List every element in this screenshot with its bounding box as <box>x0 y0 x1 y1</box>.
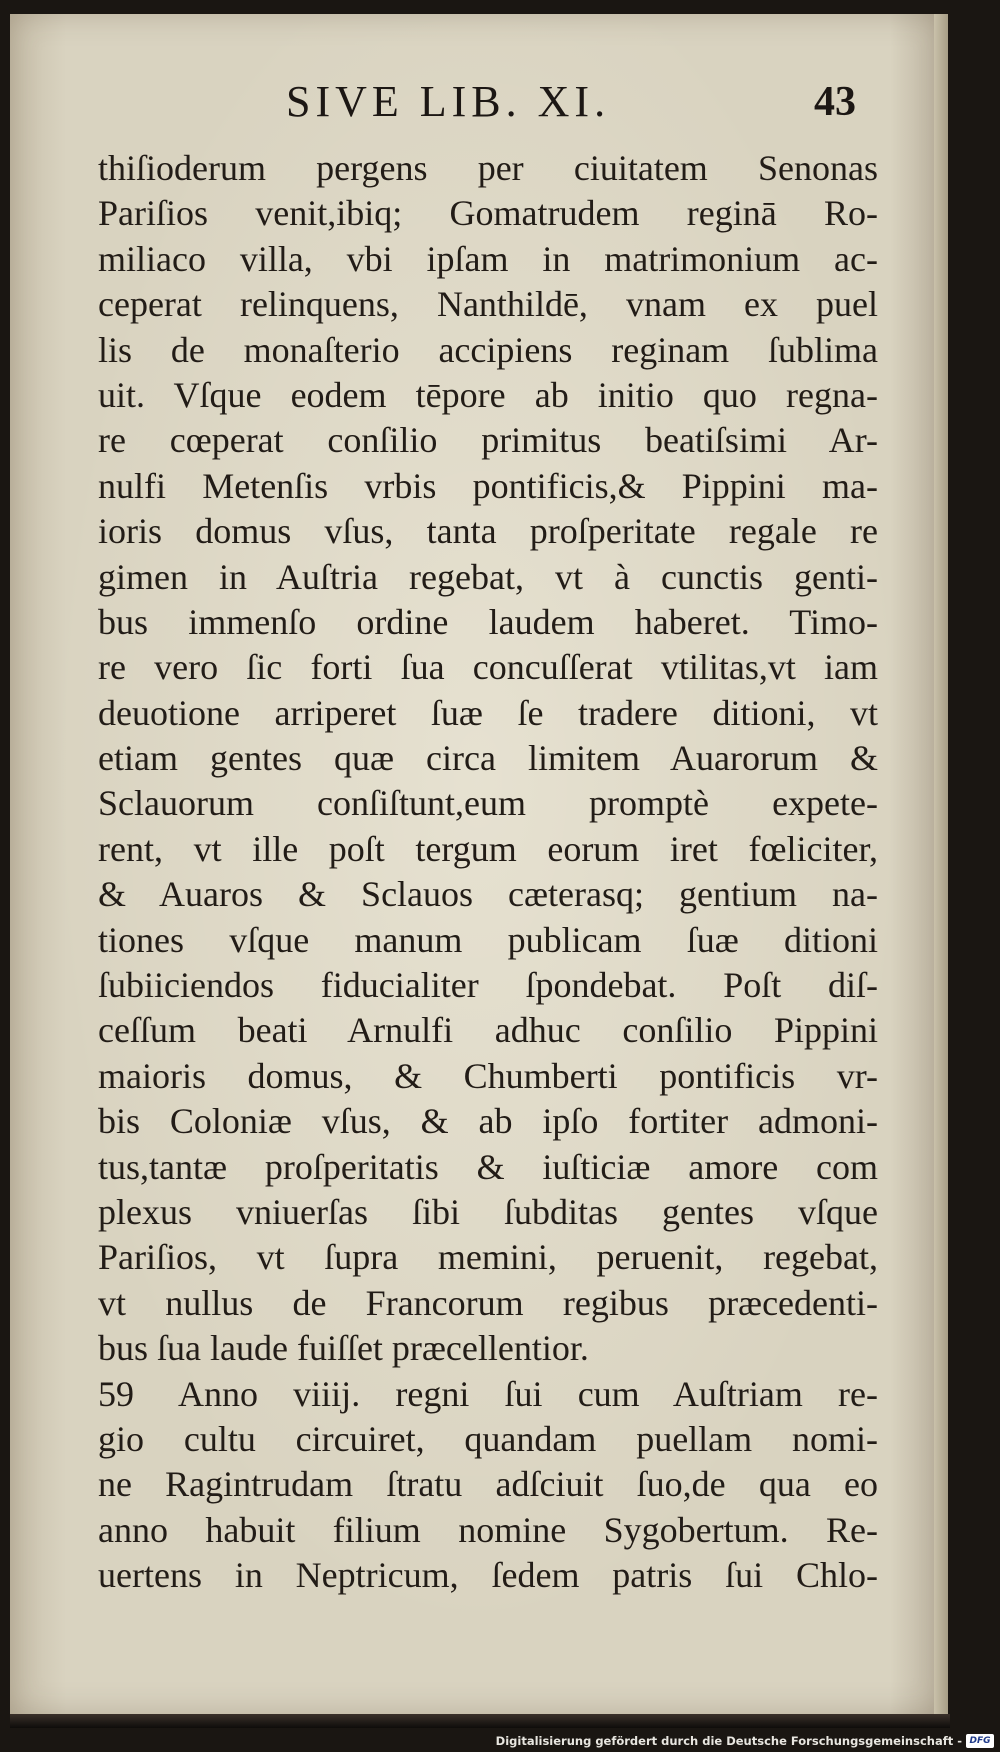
paragraph-number: 59 <box>98 1373 134 1414</box>
text-line: nulfi Metenſis vrbis pontificis,& Pippini ma- <box>98 465 878 506</box>
running-head <box>10 76 946 146</box>
page-number: 43 <box>814 79 856 125</box>
dfg-logo-icon: DFG <box>966 1734 994 1748</box>
text-line: & Auaros & Sclauos cæterasq; gentium na- <box>98 874 878 915</box>
text-line: thiſioderum pergens per ciuitatem Senonas <box>98 148 878 188</box>
text-line: lis de monaſterio accipiens reginam ſublima <box>98 329 878 370</box>
text-line: Sclauorum conſiſtunt,eum promptè expete- <box>98 783 878 824</box>
text-line: Pariſios, vt ſupra memini, peruenit, regebat, <box>98 1237 878 1278</box>
paragraph-opening-text: Anno viiij. regni ſui cum Auſtriam re- <box>178 1373 878 1414</box>
text-line: uertens in Neptricum, ſedem patris ſui Chlo- <box>98 1555 878 1596</box>
page-edge <box>934 14 948 1714</box>
text-line: maioris domus, & Chumberti pontificis vr- <box>98 1055 878 1096</box>
paragraph-first-line <box>98 1372 878 1417</box>
page-bottom-shadow <box>10 1714 950 1728</box>
text-line: miliaco villa, vbi ipſam in matrimonium ac- <box>98 238 878 279</box>
body-text <box>98 146 878 1599</box>
text-line: anno habuit filium nomine Sygobertum. Re- <box>98 1509 878 1550</box>
text-line: ne Ragintrudam ſtratu adſciuit ſuo,de qua eo <box>98 1464 878 1505</box>
text-line: re cœperat conſilio primitus beatiſsimi Ar- <box>98 420 878 461</box>
text-line: deuotione arriperet ſuæ ſe tradere ditioni, vt <box>98 692 878 733</box>
text-line: rent, vt ille poſt tergum eorum iret fœliciter, <box>98 828 878 869</box>
text-line: uit. Vſque eodem tēpore ab initio quo regna- <box>98 374 878 415</box>
text-line: ſubiiciendos fiducialiter ſpondebat. Poſt diſ- <box>98 965 878 1006</box>
book-page <box>10 14 948 1714</box>
text-line: etiam gentes quæ circa limitem Auarorum & <box>98 738 878 779</box>
text-line: ioris domus vſus, tanta proſperitate regale re <box>98 511 878 552</box>
text-line: ceperat relinquens, Nanthildē, vnam ex puel <box>98 284 878 325</box>
credit-text: Digitalisierung gefördert durch die Deutsche Forschungsgemeinschaft - <box>495 1734 962 1748</box>
text-line: vt nullus de Francorum regibus præcedenti- <box>98 1282 878 1323</box>
text-line: gio cultu circuiret, quandam puellam nomi- <box>98 1418 878 1459</box>
text-line: plexus vniuerſas ſibi ſubditas gentes vſque <box>98 1191 878 1232</box>
running-head-title: SIVE LIB. XI. <box>286 77 611 126</box>
text-line: bis Coloniæ vſus, & ab ipſo fortiter admoni- <box>98 1101 878 1142</box>
text-line: bus immenſo ordine laudem haberet. Timo- <box>98 601 878 642</box>
text-line: tiones vſque manum publicam ſuæ ditioni <box>98 919 878 960</box>
text-line: bus ſua laude fuiſſet præcellentior. <box>98 1328 589 1369</box>
text-line: ceſſum beati Arnulfi adhuc conſilio Pippini <box>98 1010 878 1051</box>
digitization-credit <box>496 1734 994 1748</box>
text-line: gimen in Auſtria regebat, vt à cunctis genti- <box>98 556 878 597</box>
text-line: re vero ſic forti ſua concuſſerat vtilitas,vt iam <box>98 647 878 688</box>
text-line: Pariſios venit,ibiq; Gomatrudem reginā Ro- <box>98 193 878 234</box>
text-line: tus,tantæ proſperitatis & iuſticiæ amore com <box>98 1146 878 1187</box>
